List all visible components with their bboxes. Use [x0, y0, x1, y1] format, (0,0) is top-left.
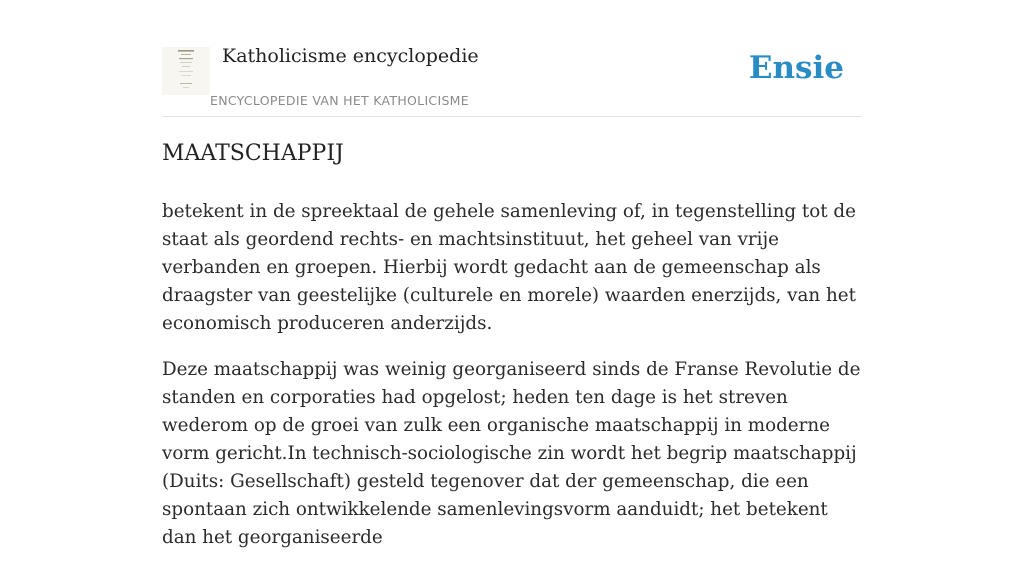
entry-title: MAATSCHAPPIJ: [162, 141, 344, 166]
publication-avatar[interactable]: [162, 47, 210, 95]
article-paragraph-2: Deze maatschappij was weinig georganiseerd sinds de Franse Revolutie de standen en corporaties had opgelost; heden ten dage is het streven wederom op de groei van zulk een organische maatschappij in moderne vorm gericht.In technisch-sociologische zin wordt het begrip maatschappij (Duits: Gesellschaft) gesteld tegenover dat der gemeenschap, die een spontaan zich ontwikkelende samenlevingsvorm aanduidt; het betekent dan het georganiseerde: [162, 359, 861, 548]
publication-title[interactable]: Katholicisme encyclopedie: [222, 45, 479, 67]
article: [162, 138, 862, 570]
article-paragraph-1: betekent in de spreektaal de gehele samenleving of, in tegenstelling tot de staat als geordend rechts- en machtsinstituut, het geheel van vrije verbanden en groepen. Hierbij wordt gedacht aan de gemeenschap als draagster van geestelijke (culturele en morele) waarden enerzijds, van het economisch produceren anderzijds.: [162, 201, 856, 334]
publication-subtitle: ENCYCLOPEDIE VAN HET KATHOLICISME: [210, 93, 469, 108]
ensie-logo-link[interactable]: Ensie: [748, 50, 844, 86]
book-cover-icon: [162, 47, 210, 95]
site-header: [162, 0, 862, 117]
